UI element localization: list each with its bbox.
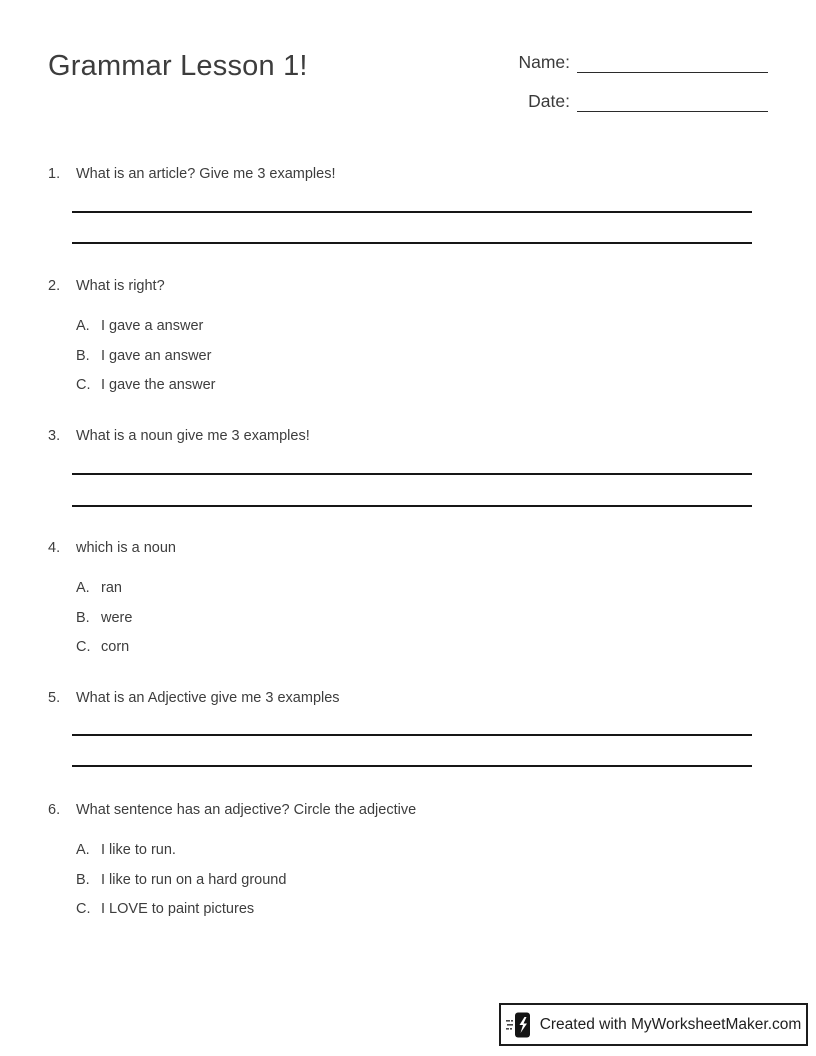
date-label: Date: — [528, 91, 570, 111]
choice-letter: C. — [76, 901, 91, 917]
question-text: What is an Adjective give me 3 examples — [76, 690, 340, 706]
question-text: What is an article? Give me 3 examples! — [76, 166, 336, 182]
question-5 — [48, 688, 768, 767]
question-1 — [48, 164, 768, 244]
choice-letter: B. — [76, 609, 90, 626]
choice-text: I gave an answer — [101, 347, 212, 364]
date-row — [518, 89, 768, 112]
choice-letter: C. — [76, 377, 91, 393]
question-number: 6. — [48, 802, 61, 818]
question-number: 3. — [48, 428, 61, 444]
choice-c — [76, 639, 768, 656]
choice-text: I gave a answer — [101, 318, 204, 334]
page-title: Grammar Lesson 1! — [48, 50, 308, 82]
choice-letter: A. — [76, 842, 90, 858]
date-blank-line — [577, 89, 768, 112]
choice-c — [76, 901, 768, 918]
name-label: Name: — [518, 52, 570, 72]
choice-text: I like to run. — [101, 842, 176, 858]
choice-b — [76, 610, 768, 627]
question-number: 1. — [48, 166, 61, 182]
choice-c — [76, 377, 768, 394]
question-number: 5. — [48, 690, 61, 706]
choices — [76, 318, 768, 394]
choice-b — [76, 872, 768, 889]
choice-text: ran — [101, 580, 122, 596]
choice-b — [76, 348, 768, 365]
name-blank-line — [577, 50, 768, 73]
branding-text: Created with MyWorksheetMaker.com — [539, 1015, 802, 1033]
question-6 — [48, 800, 768, 931]
answer-blank-line — [72, 473, 752, 475]
name-row — [518, 50, 768, 73]
choice-letter: C. — [76, 639, 91, 655]
choices — [76, 842, 768, 918]
question-4 — [48, 538, 768, 669]
question-2 — [48, 276, 768, 407]
choice-text: I like to run on a hard ground — [101, 871, 287, 888]
answer-blank-line — [72, 505, 752, 507]
question-3 — [48, 426, 768, 507]
name-date-block — [518, 50, 768, 128]
choice-letter: A. — [76, 318, 90, 334]
choice-text: I LOVE to paint pictures — [101, 901, 255, 917]
question-text: What is right? — [76, 278, 165, 294]
question-text: which is a noun — [76, 540, 176, 556]
worksheet-maker-logo-icon — [506, 1011, 532, 1039]
question-text: What sentence has an adjective? Circle the adjective — [76, 802, 417, 818]
question-text: What is a noun give me 3 examples! — [76, 428, 310, 444]
choices — [76, 580, 768, 656]
branding-footer — [499, 1003, 808, 1046]
answer-blank-line — [72, 765, 752, 767]
answer-blank-line — [72, 734, 752, 736]
choice-a — [76, 842, 768, 859]
answer-blank-line — [72, 211, 752, 213]
choice-letter: A. — [76, 580, 90, 596]
question-number: 2. — [48, 278, 61, 294]
choice-letter: B. — [76, 871, 90, 888]
choice-a — [76, 580, 768, 597]
choice-text: I gave the answer — [101, 377, 216, 393]
choice-a — [76, 318, 768, 335]
choice-text: corn — [101, 639, 130, 655]
choice-letter: B. — [76, 347, 90, 364]
answer-blank-line — [72, 242, 752, 244]
choice-text: were — [101, 609, 133, 626]
question-number: 4. — [48, 540, 61, 556]
